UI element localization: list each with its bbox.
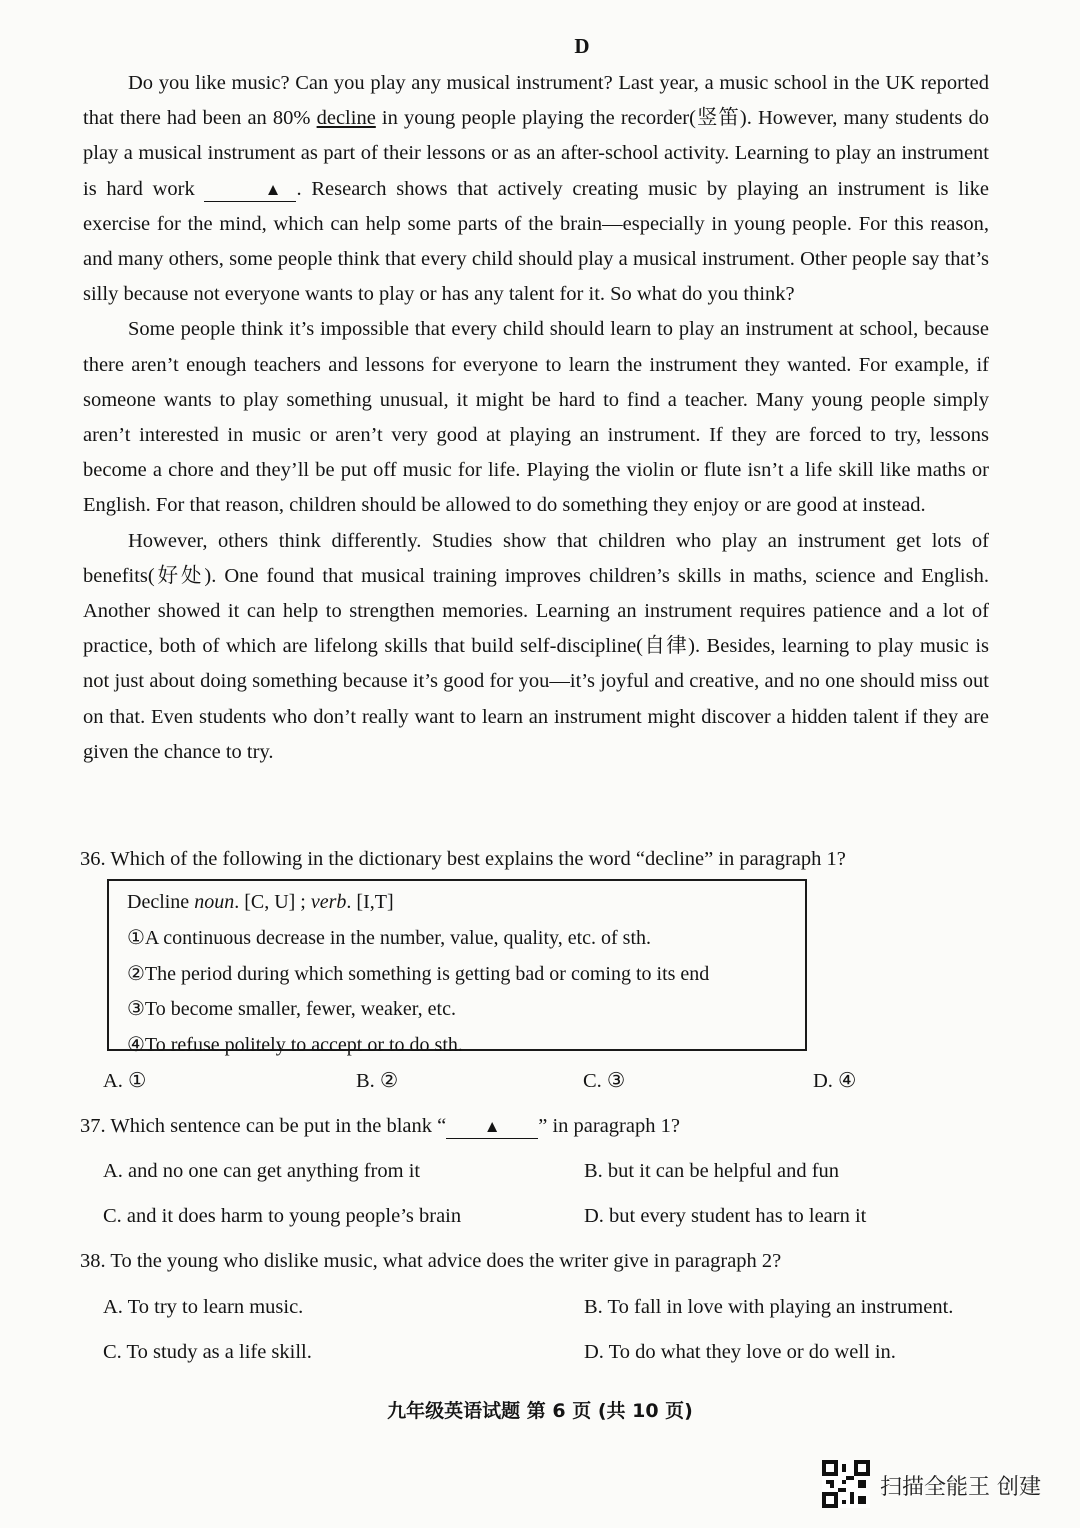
question-37-stem — [80, 1112, 680, 1140]
question-37-blank — [446, 1116, 538, 1139]
q36-option-d[interactable]: D. ④ — [813, 1070, 857, 1092]
q36-option-c[interactable]: C. ③ — [583, 1070, 626, 1092]
answer-blank — [204, 179, 296, 202]
dictionary-headword-line — [127, 885, 805, 921]
q37-option-d[interactable]: D. but every student has to learn it — [584, 1205, 867, 1227]
paragraph-1 — [83, 66, 989, 312]
dictionary-pos-noun: noun — [194, 891, 235, 913]
q38-option-c[interactable]: C. To study as a life skill. — [103, 1341, 312, 1363]
q37-option-c[interactable]: C. and it does harm to young people’s brain — [103, 1205, 462, 1227]
page-footer: 九年级英语试题 第 6 页 (共 10 页) — [387, 1400, 693, 1422]
section-heading: D — [574, 34, 590, 58]
paragraph-1-text-b: in young people playing the recorder(竖笛). However, many students do play a musical instrument as part of their lessons or as an after-school activity. Learning to play an instrument is hard work — [83, 107, 989, 200]
paragraph-1-text-a: Do you like music? Can you play any musical instrument? Last year, a music school in the UK reported that there had been an 80% — [83, 72, 989, 130]
definition-2: ②The period during which something is getting bad or coming to its end — [127, 962, 710, 985]
q38-option-d[interactable]: D. To do what they love or do well in. — [584, 1341, 896, 1363]
question-36-stem: 36. Which of the following in the dictionary best explains the word “decline” in paragraph 1? — [80, 848, 846, 870]
q38-option-a[interactable]: A. To try to learn music. — [103, 1296, 304, 1318]
question-37-stem-a: 37. Which sentence can be put in the blank “ — [80, 1115, 447, 1137]
triangle-icon: ▲ — [264, 179, 282, 199]
q36-option-a[interactable]: A. ① — [103, 1070, 147, 1092]
paragraph-2: Some people think it’s impossible that every child should learn to play an instrument at school, because there aren’t enough teachers and lessons for everyone to learn the instrument they wanted. For example, if someone wants to play something unusual, it might be hard to find a teacher. Many young people simply aren’t interested in music or aren’t very good at playing an instrument. If they are forced to try, lessons become a chore and they’ll be put off music for life. Playing the violin or flute isn’t a life skill like maths or English. For that reason, children should be allowed to do something they enjoy or are good at instead. — [83, 318, 989, 517]
dictionary-entry-box — [107, 879, 807, 1057]
triangle-icon: ▲ — [483, 1117, 501, 1136]
reading-passage — [83, 66, 989, 770]
scanner-watermark: 扫描全能王 创建 — [880, 1475, 1041, 1500]
definition-3: ③To become smaller, fewer, weaker, etc. — [127, 998, 456, 1021]
question-38-stem: 38. To the young who dislike music, what advice does the writer give in paragraph 2? — [80, 1250, 782, 1272]
q36-option-b[interactable]: B. ② — [356, 1070, 399, 1092]
underlined-word-decline: decline — [316, 107, 376, 130]
dictionary-verb-grammar: . [I,T] — [346, 891, 394, 913]
q38-option-b[interactable]: B. To fall in love with playing an instrument. — [584, 1296, 954, 1318]
paragraph-3: However, others think differently. Studies show that children who play an instrument get lots of benefits(好处). One found that musical training improves children’s skills in maths, science and English. Another showed it can help to strengthen memories. Learning an instrument requires patience and a lot of practice, both of which are lifelong skills that build self-discipline(自律). Besides, learning to play music is not just about doing something because it’s good for you—it’s joyful and creative, and no one should miss out on that. Even students who don’t really want to learn an instrument might discover a hidden talent if they are given the chance to try. — [83, 529, 989, 763]
dictionary-headword: Decline — [127, 891, 195, 913]
paragraph-1-text-c: . Research shows that actively creating music by playing an instrument is like exercise for the mind, which can help some parts of the brain—especially in young people. For this reason, and many others, some people think that every child should play a musical instrument. Other people say that’s silly because not everyone wants to play or has any talent for it. So what do you think? — [83, 177, 989, 306]
q37-option-b[interactable]: B. but it can be helpful and fun — [584, 1160, 840, 1182]
dictionary-noun-grammar: . [C, U] ; — [234, 891, 311, 913]
dictionary-pos-verb: verb — [310, 891, 347, 913]
qr-code-icon — [822, 1460, 870, 1508]
definition-4: ④To refuse politely to accept or to do sth. — [127, 1034, 463, 1057]
q37-option-a[interactable]: A. and no one can get anything from it — [103, 1160, 421, 1182]
definition-1: ①A continuous decrease in the number, value, quality, etc. of sth. — [127, 926, 652, 949]
question-37-stem-b: ” in paragraph 1? — [538, 1115, 680, 1137]
